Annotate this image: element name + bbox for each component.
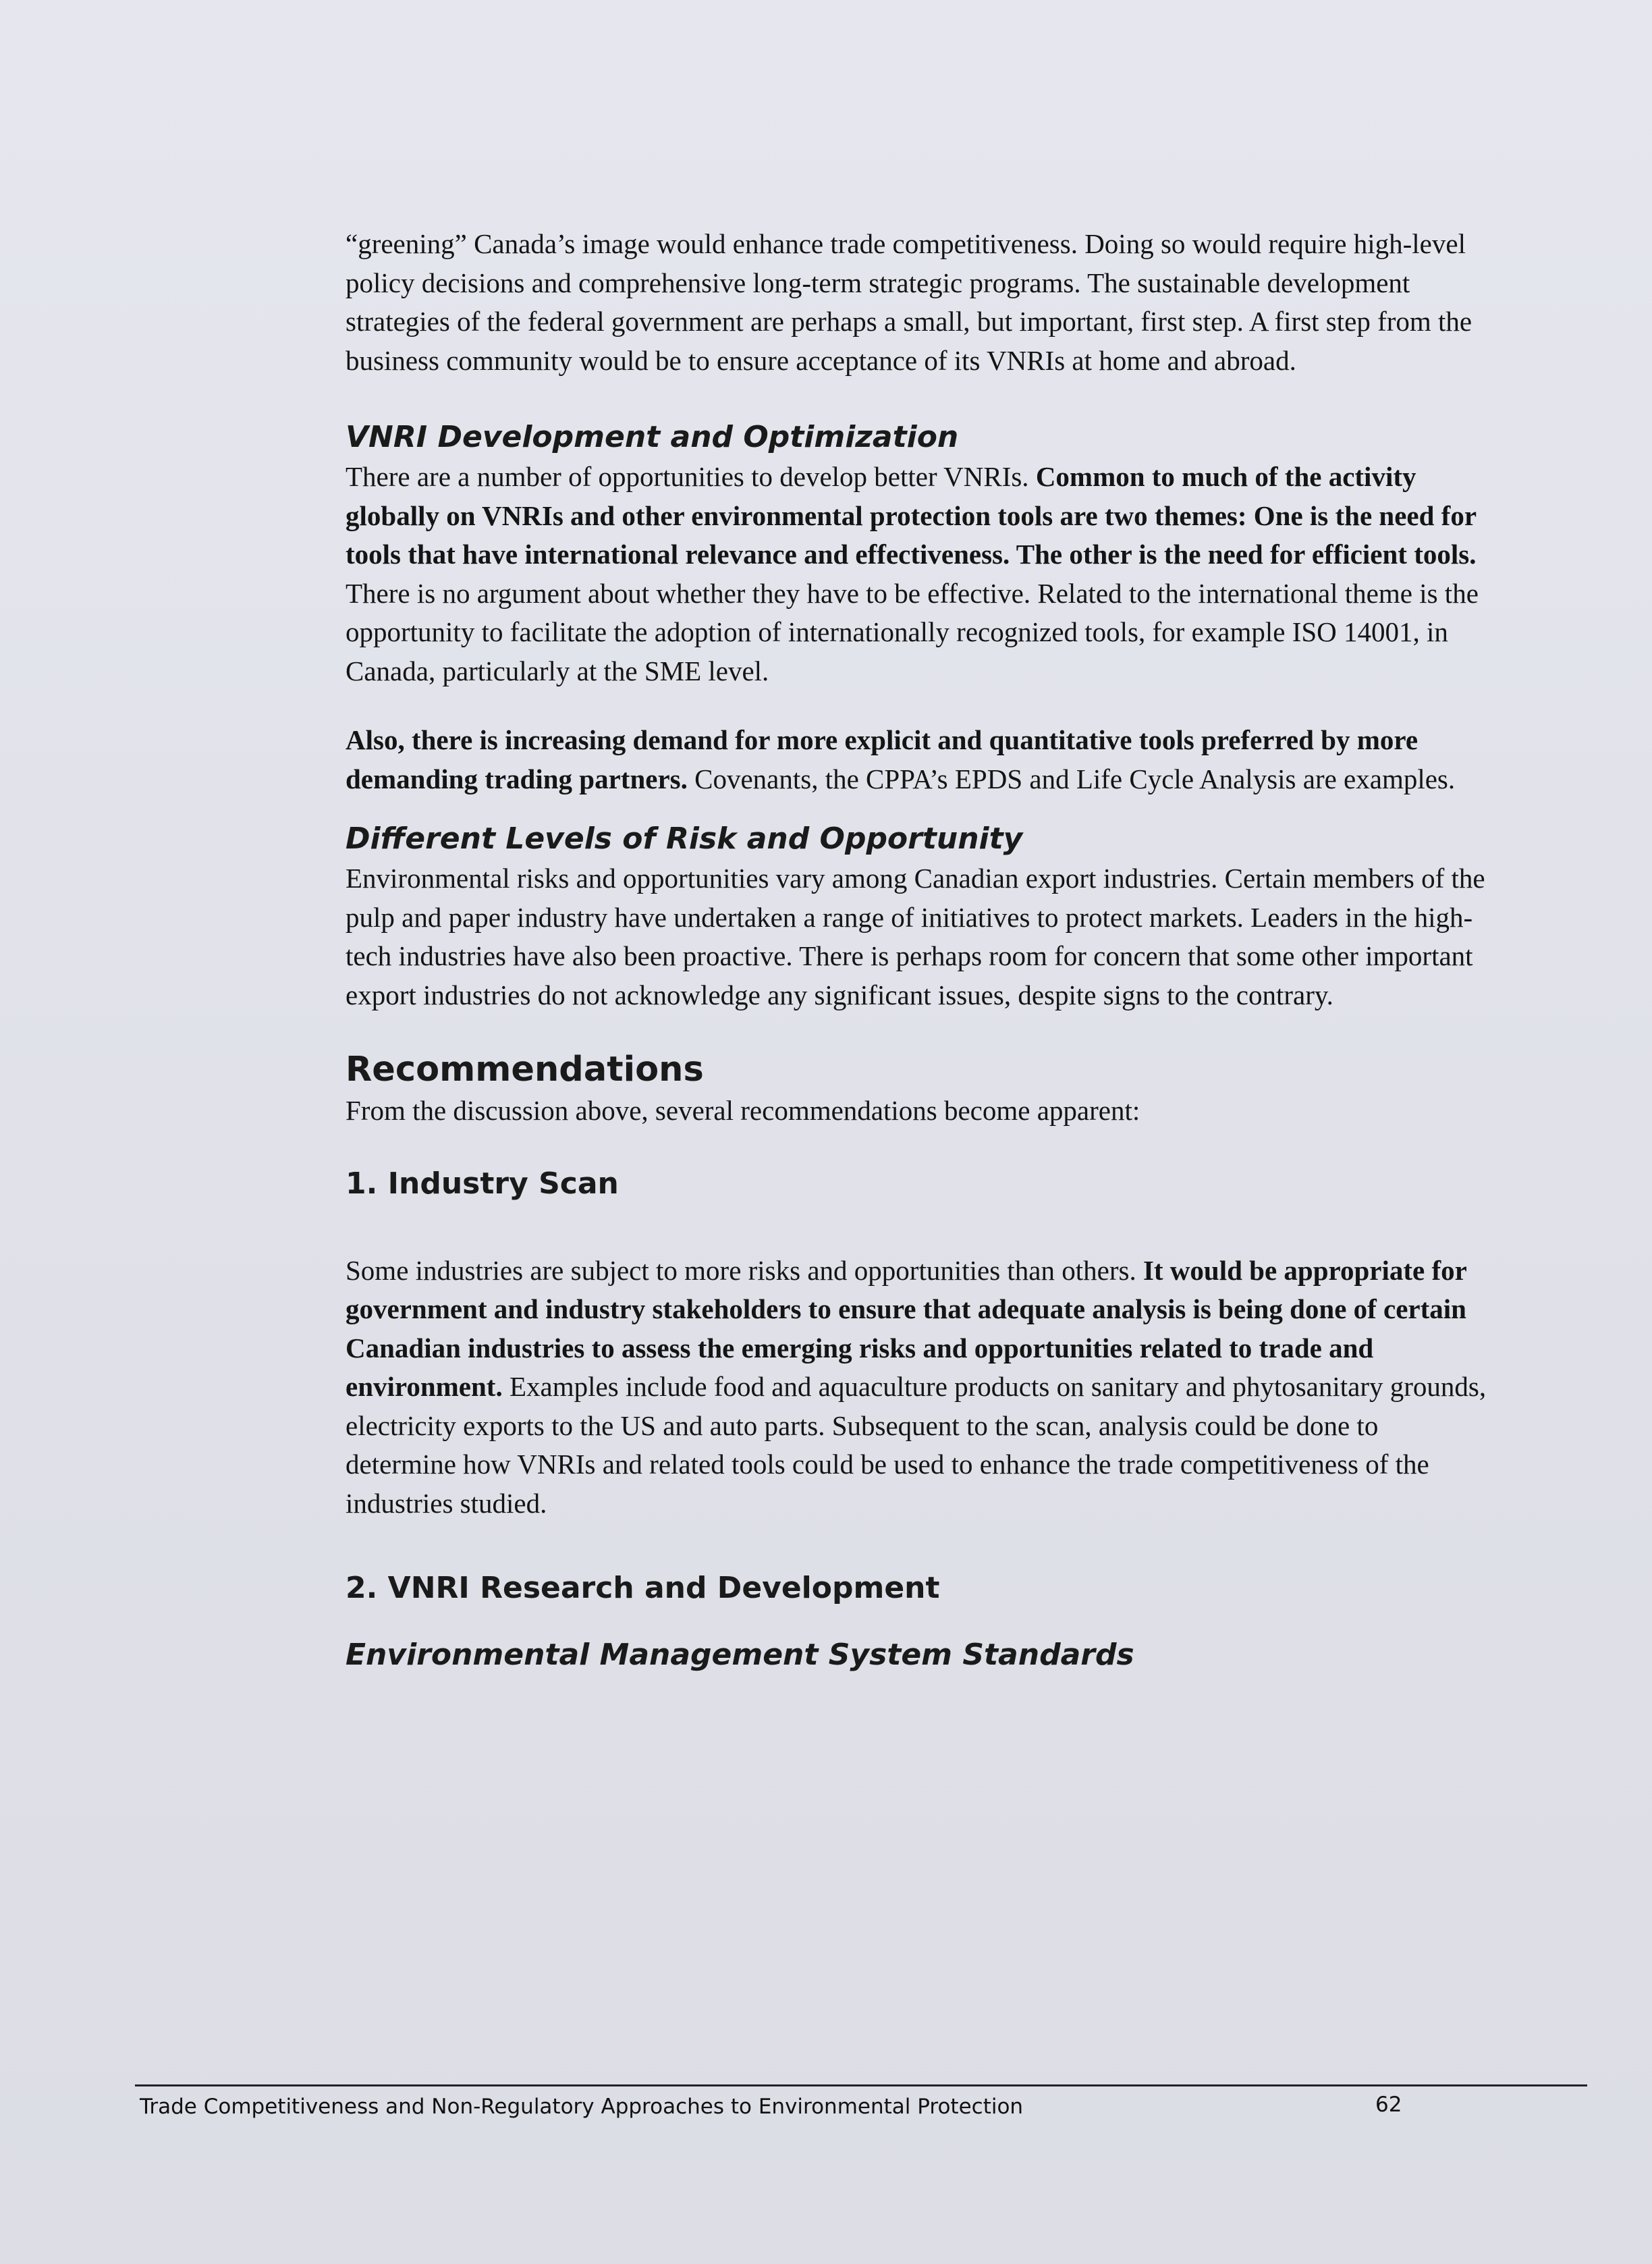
vnri-development-intro: There are a number of opportunities to develop better VNRIs. <box>346 461 1036 492</box>
vnri-development-detail: There is no argument about whether they have to be effective. Related to the international theme is the opportunity to facilitate the adoption of internationally recognized tools, for example ISO 14001, in Canada, particularly at the SME level. <box>346 577 1479 686</box>
heading-industry-scan: 1. Industry Scan <box>346 1166 619 1201</box>
heading-ems-standards: Environmental Management System Standards <box>346 1638 1134 1672</box>
industry-scan-intro: Some industries are subject to more risks and opportunities than others. <box>346 1254 1143 1286</box>
heading-vnri-research: 2. VNRI Research and Development <box>346 1571 940 1605</box>
quantitative-tools-emphasis: Also, there is increasing demand for more explicit and quantitative tools preferred by more demanding trading partners. <box>346 724 1419 794</box>
heading-vnri-development: VNRI Development and Optimization <box>346 420 959 454</box>
footer-divider <box>135 2084 1587 2086</box>
paragraph-industry-scan <box>346 1251 1493 1524</box>
page-number: 62 <box>1375 2093 1402 2117</box>
paragraph-vnri-development <box>346 458 1493 691</box>
heading-recommendations: Recommendations <box>346 1050 704 1089</box>
paragraph-risks-opportunities: Environmental risks and opportunities vary among Canadian export industries. Certain members of the pulp and paper industry have undertaken a range of initiatives to protect markets. Leaders in the high-tech industries have also been proactive. There is perhaps room for concern that some other important export industries do not acknowledge any significant issues, despite signs to the contrary. <box>346 863 1485 1010</box>
paragraph-recommendations-intro: From the discussion above, several recommendations become apparent: <box>346 1095 1140 1126</box>
heading-different-levels: Different Levels of Risk and Opportunity <box>346 821 1023 856</box>
industry-scan-examples: Examples include food and aquaculture products on sanitary and phytosanitary grounds, electricity exports to the US and auto parts. Subsequent to the scan, analysis could be done to determine how VNRIs and related tools could be used to enhance the trade competitiveness of the industries studied. <box>346 1371 1487 1519</box>
paragraph-quantitative-tools <box>346 721 1493 799</box>
industry-scan-recommendation: It would be appropriate for government and industry stakeholders to ensure that adequate analysis is being done of certain Canadian industries to assess the emerging risks and opportunities related to trade and environment. <box>346 1254 1467 1402</box>
paragraph-greening: “greening” Canada’s image would enhance trade competitiveness. Doing so would require high-level policy decisions and comprehensive long-term strategic programs. The sustainable development strategies of the federal government are perhaps a small, but important, first step. A first step from the business community would be to ensure acceptance of its VNRIs at home and abroad. <box>346 228 1472 376</box>
vnri-development-themes: Common to much of the activity globally on VNRIs and other environmental protection tools are two themes: One is the need for tools that have international relevance and effectiveness. The other is the need for efficient tools. <box>346 461 1477 570</box>
quantitative-tools-examples: Covenants, the CPPA’s EPDS and Life Cycle Analysis are examples. <box>687 763 1456 794</box>
page-content <box>346 225 1493 1675</box>
footer-title: Trade Competitiveness and Non-Regulatory Approaches to Environmental Protection <box>140 2095 1024 2119</box>
